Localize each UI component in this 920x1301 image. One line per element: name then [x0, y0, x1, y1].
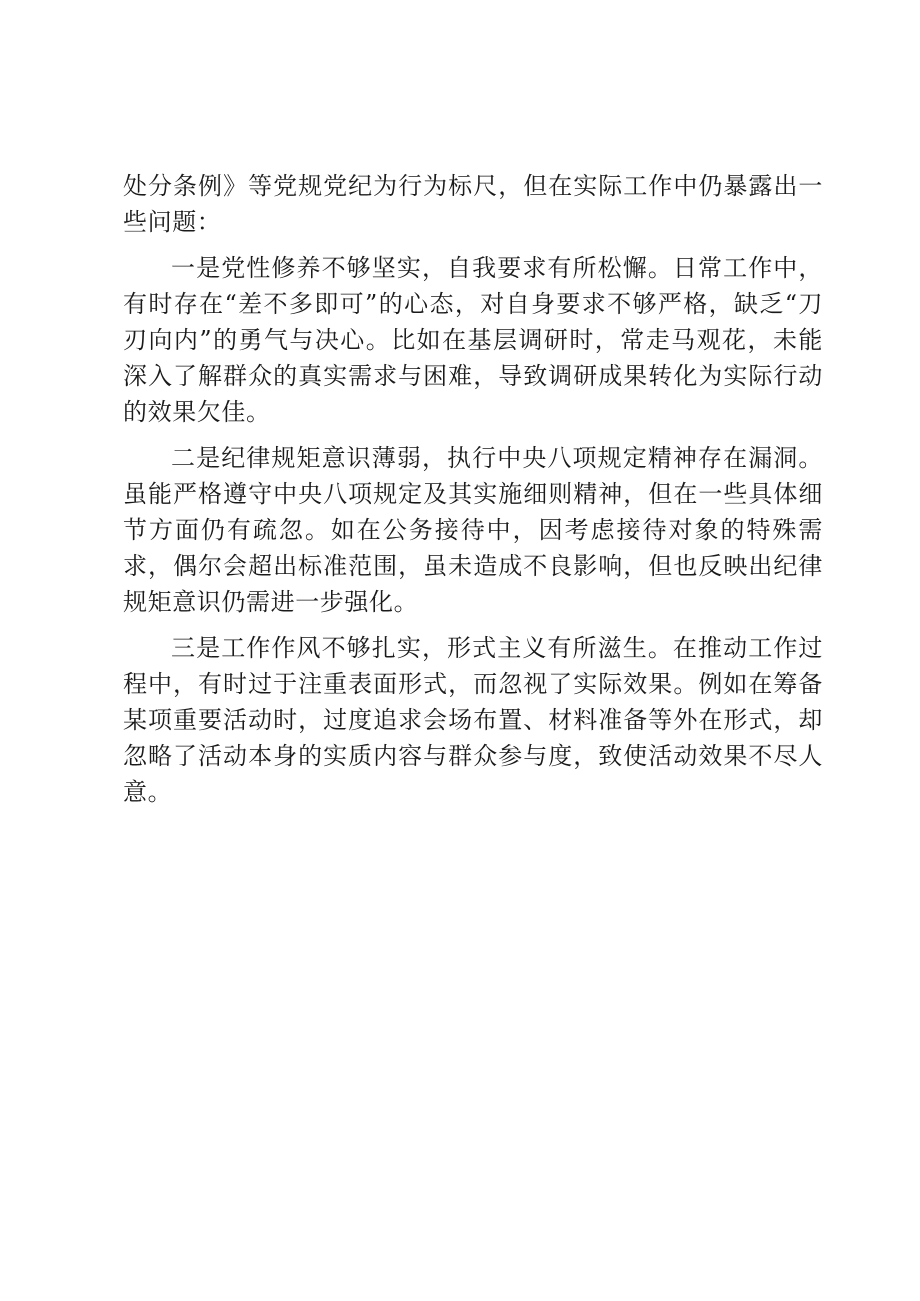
paragraph-point-two: 二是纪律规矩意识薄弱，执行中央八项规定精神存在漏洞。虽能严格遵守中央八项规定及其实施细则精神，但在一些具体细节方面仍有疏忽。如在公务接待中，因考虑接待对象的特殊需求，偶尔会超出标准范围，虽未造成不良影响，但也反映出纪律规矩意识仍需进一步强化。 — [123, 444, 823, 616]
paragraph-continuation: 处分条例》等党规党纪为行为标尺，但在实际工作中仍暴露出一些问题： — [123, 172, 823, 236]
document-body — [123, 168, 823, 820]
paragraph-point-one: 一是党性修养不够坚实，自我要求有所松懈。日常工作中，有时存在“差不多即可”的心态，对自身要求不够严格，缺乏“刀刃向内”的勇气与决心。比如在基层调研时，常走马观花，未能深入了解群众的真实需求与困难，导致调研成果转化为实际行动的效果欠佳。 — [123, 254, 823, 426]
paragraph-point-three: 三是工作作风不够扎实，形式主义有所滋生。在推动工作过程中，有时过于注重表面形式，而忽视了实际效果。例如在筹备某项重要活动时，过度追求会场布置、材料准备等外在形式，却忽略了活动本身的实质内容与群众参与度，致使活动效果不尽人意。 — [123, 634, 823, 806]
